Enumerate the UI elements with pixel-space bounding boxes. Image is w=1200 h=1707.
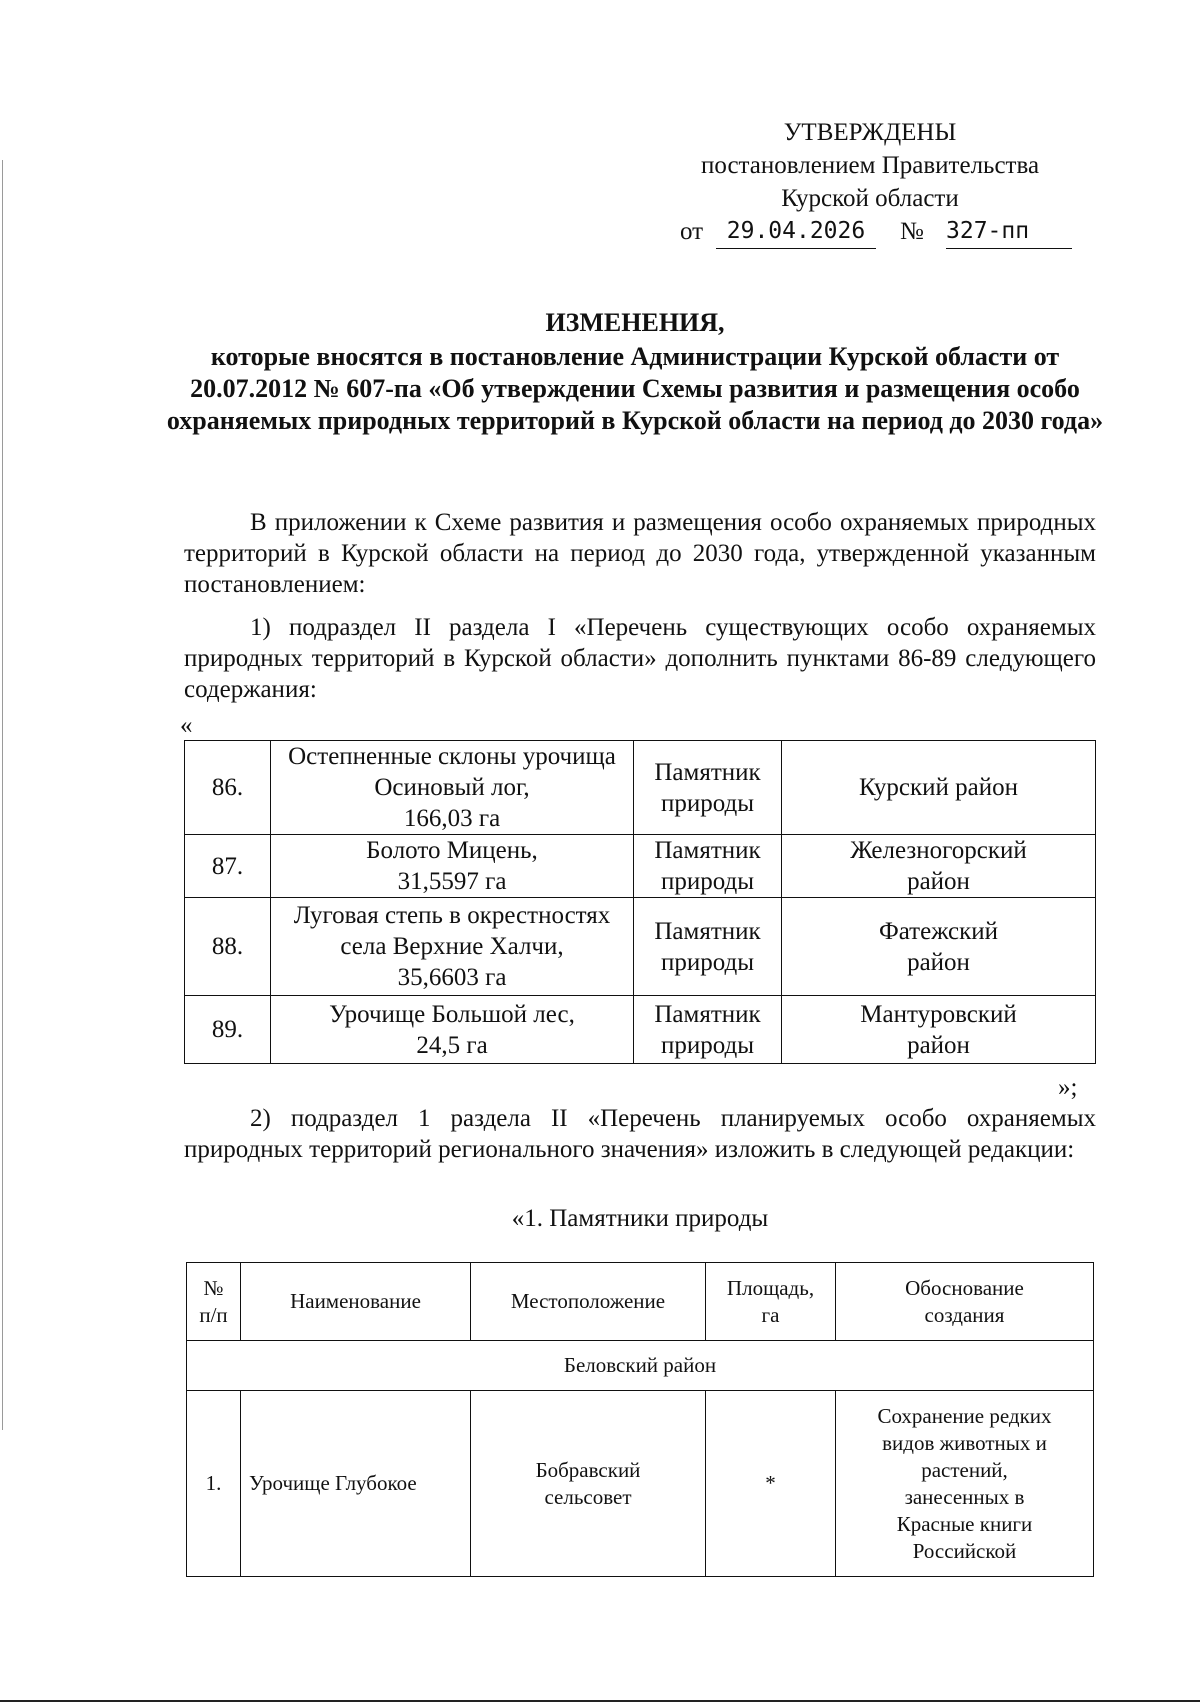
area-district: Фатежский район — [782, 898, 1096, 996]
table-row — [187, 1391, 1094, 1577]
district-group-label: Беловский район — [187, 1341, 1094, 1391]
approval-number: 327-пп — [946, 215, 1072, 249]
approval-heading: УТВЕРЖДЕНЫ — [783, 119, 957, 146]
area-type: Памятник природы — [634, 835, 782, 898]
intro-paragraph: В приложении к Схеме развития и размещения особо охраняемых природных территорий в Курской области на период до 2030 года, утвержденной указанным постановлением: — [184, 509, 1096, 598]
table-header-row — [187, 1263, 1094, 1341]
approval-line-1: постановлением Правительства — [700, 152, 1040, 179]
col-header-area: Площадь, га — [706, 1263, 836, 1341]
area-district: Курский район — [782, 741, 1096, 835]
col-header-name: Наименование — [241, 1263, 471, 1341]
area-type: Памятник природы — [634, 996, 782, 1064]
creation-reason: Сохранение редких видов животных и растений, занесенных в Красные книги Российской — [836, 1391, 1094, 1577]
area-type: Памятник природы — [634, 741, 782, 835]
existing-areas-table — [184, 740, 1096, 1064]
close-quote: »; — [1058, 1074, 1078, 1101]
row-number: 1. — [187, 1391, 241, 1577]
area-name: Урочище Глубокое — [241, 1391, 471, 1577]
area-name: Болото Мицень, 31,5597 га — [271, 835, 634, 898]
approval-date: 29.04.2026 — [716, 215, 876, 249]
table-row — [185, 996, 1096, 1064]
title-heading: ИЗМЕНЕНИЯ, — [545, 308, 725, 337]
area-name: Остепненные склоны урочища Осиновый лог, 166,03 га — [271, 741, 634, 835]
approval-block — [640, 116, 1100, 248]
section-subheading: «1. Памятники природы — [511, 1205, 769, 1232]
area-name: Урочище Большой лес, 24,5 га — [271, 996, 634, 1064]
row-number: 86. — [185, 741, 271, 835]
row-number: 88. — [185, 898, 271, 996]
approval-date-line — [640, 215, 1100, 248]
from-label: от — [680, 218, 704, 245]
approval-line-2: Курской области — [781, 185, 959, 212]
open-quote: « — [180, 712, 193, 739]
table-row — [185, 835, 1096, 898]
area-type: Памятник природы — [634, 898, 782, 996]
col-header-number: № п/п — [187, 1263, 241, 1341]
item-1-paragraph: 1) подраздел II раздела I «Перечень существующих особо охраняемых природных территорий в Курской области» дополнить пунктами 86-89 следующего содержания: — [184, 614, 1096, 703]
area-district: Мантуровский район — [782, 996, 1096, 1064]
area-location: Бобравский сельсовет — [471, 1391, 706, 1577]
table-row — [185, 741, 1096, 835]
col-header-reason: Обоснование создания — [836, 1263, 1094, 1341]
document-title — [160, 307, 1110, 437]
scan-edge-left — [2, 160, 3, 1430]
row-number: 87. — [185, 835, 271, 898]
number-label: № — [900, 218, 924, 245]
area-district: Железногорский район — [782, 835, 1096, 898]
table-row — [185, 898, 1096, 996]
item-2-paragraph: 2) подраздел 1 раздела II «Перечень планируемых особо охраняемых природных территорий регионального значения» изложить в следующей редакции: — [184, 1105, 1096, 1163]
planned-areas-table — [186, 1262, 1094, 1577]
area-size: * — [706, 1391, 836, 1577]
row-number: 89. — [185, 996, 271, 1064]
scan-edge-bottom — [0, 1700, 1200, 1702]
title-subtitle: которые вносятся в постановление Администрации Курской области от 20.07.2012 № 607-па «Об утверждении Схемы развития и размещения особо охраняемых природных территорий в Курской области на период до 2030 года» — [166, 342, 1104, 435]
area-name: Луговая степь в окрестностях села Верхние Халчи, 35,6603 га — [271, 898, 634, 996]
table-group-row — [187, 1341, 1094, 1391]
col-header-location: Местоположение — [471, 1263, 706, 1341]
